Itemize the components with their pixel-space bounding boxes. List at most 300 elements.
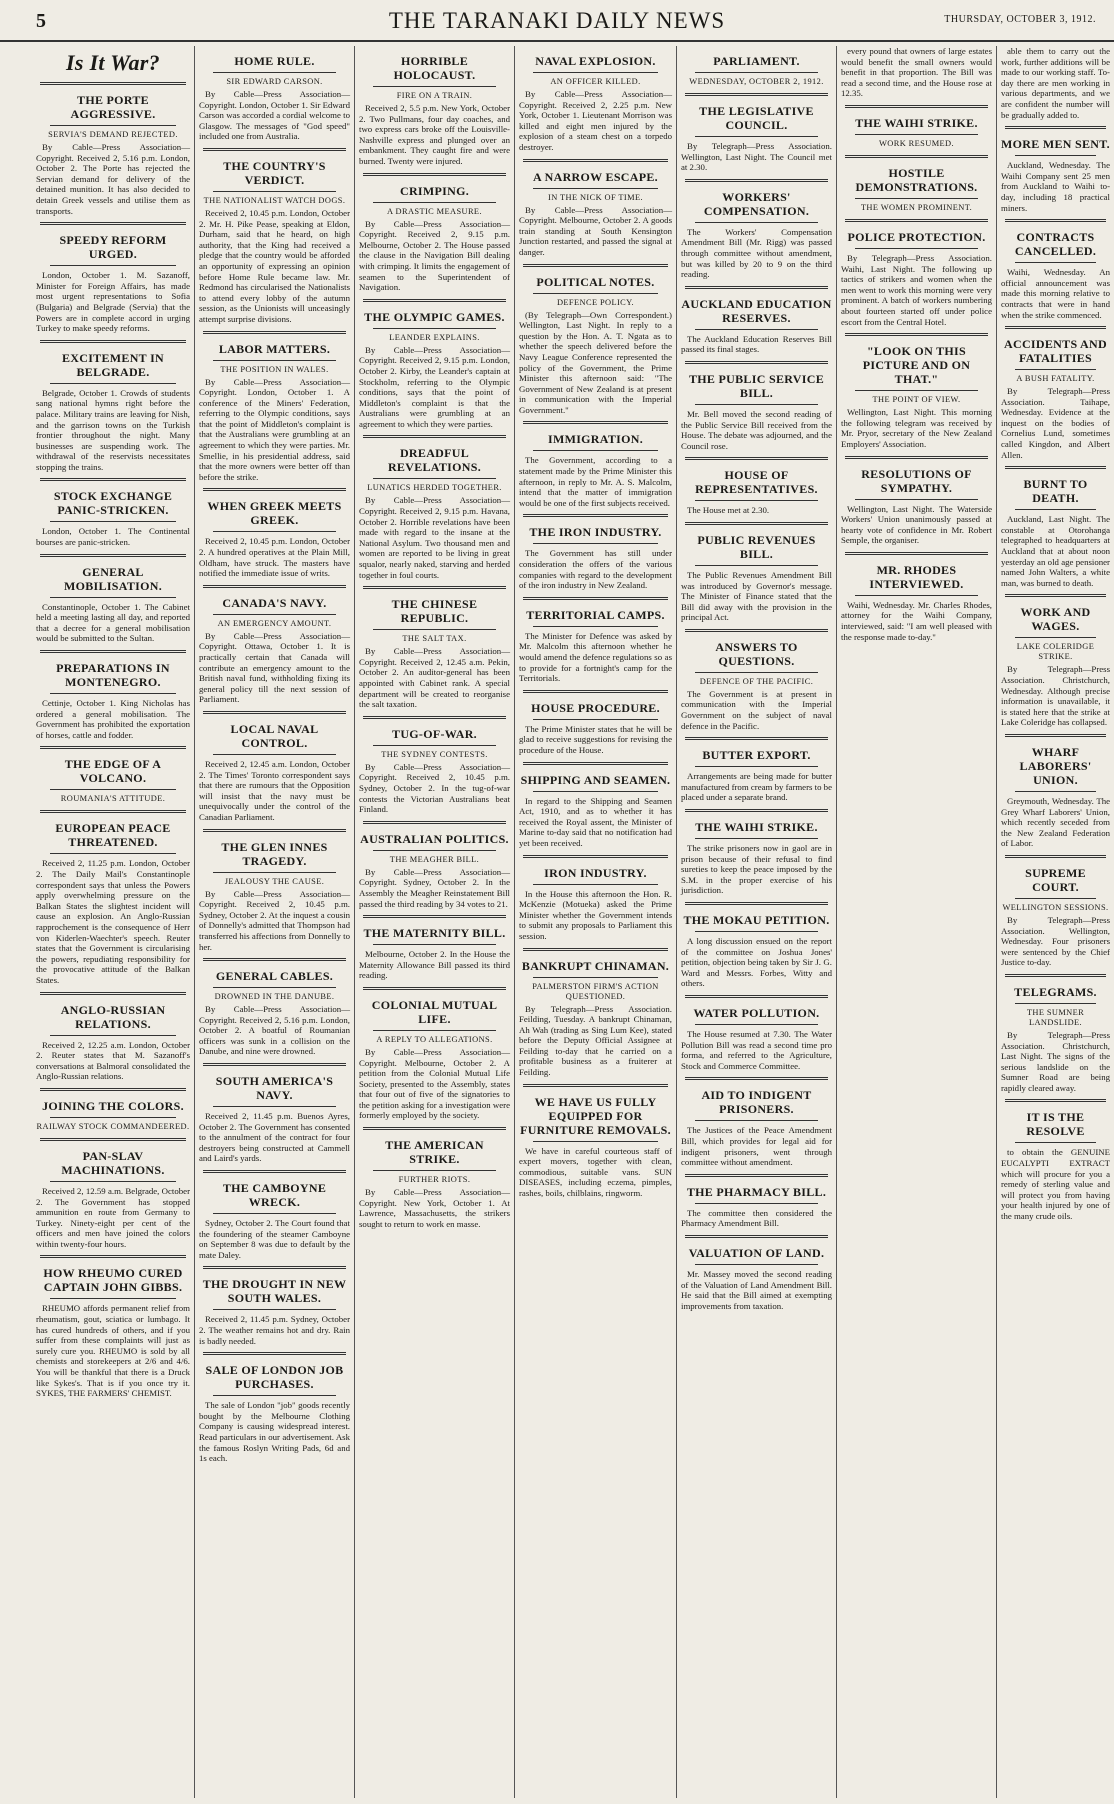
article-body: Received 2, 10.45 p.m. London, October 2. Mr. H. Pike Pease, speaking at Eldon, Durham, said that he heard, on high authority, that the King had received a pledge that the country would be afforded an opportunity of expressing an opinion before Home Rule became law. Mr. Redmond has circularised the Nationalists to attend every lobby of the autumn session, as the Unionists will unceasingly attempt surprise divisions.	[199, 207, 350, 324]
article-body: Sydney, October 2. The Court found that the foundering of the steamer Camboyne on September 8 was due to default by the mate Daley.	[199, 1218, 350, 1260]
column-2	[194, 46, 354, 1798]
article-body: Auckland, Last Night. The constable at Otorohanga telegraphed to headquarters at Auckland that at about noon yesterday an old age pensioner named John Walters, a white man, was burned to death.	[1001, 514, 1110, 588]
headline-rule	[50, 265, 176, 266]
article-body: By Telegraph—Press Association. Waihi, Last Night. The following up tactics of strikers and women when the men went to work this morning were very prominent. A batch of workers numbering about fourteen started off under police escort from the Central Hotel.	[841, 252, 992, 327]
article-divider	[203, 958, 346, 961]
article-body: Waihi, Wednesday. Mr. Charles Rhodes, attorney for the Waihi Company, interviewed, said: "I am well pleased with the response made to-day."	[841, 599, 992, 642]
article-subheading: THE POSITION IN WALES.	[220, 364, 329, 374]
headline-rule	[533, 884, 658, 885]
article-divider	[203, 1170, 346, 1173]
article-body: Wellington, Last Night. The Waterside Workers' Union unanimously passed at hearty vote of confidence in Mr. Robert Semple, the organiser.	[841, 503, 992, 546]
article-divider	[685, 809, 828, 812]
article	[681, 104, 832, 173]
article-body: Arrangements are being made for butter manufactured from cream by farmers to be placed under a separate brand.	[681, 771, 832, 803]
article	[841, 46, 992, 99]
article-body: Waihi, Wednesday. An official announcement was made this morning relative to contracts that were in hand when the strike commenced.	[1001, 267, 1110, 320]
article-divider	[685, 457, 828, 460]
article-headline: LOCAL NAVAL CONTROL.	[230, 721, 319, 750]
article-headline: BUTTER EXPORT.	[702, 748, 811, 763]
article-divider	[203, 488, 346, 491]
headline-rule	[50, 1181, 176, 1182]
headline-rule	[373, 1170, 496, 1171]
article-body: Mr. Bell moved the second reading of the Public Service Bill received from the House. The debate was adjourned, and the Council rose.	[681, 408, 832, 451]
article	[359, 54, 510, 167]
article-subheading: THE POINT OF VIEW.	[872, 395, 961, 405]
article	[519, 432, 672, 508]
article-subheading: AN OFFICER KILLED.	[550, 77, 641, 86]
article-headline: GENERAL MOBILISATION.	[63, 564, 163, 593]
article	[199, 54, 350, 142]
article-headline: THE AMERICAN STRIKE.	[385, 1138, 484, 1167]
article-headline: ACCIDENTS AND FATALITIES	[1004, 337, 1107, 366]
article	[36, 757, 190, 804]
article-divider	[1005, 126, 1106, 129]
article-headline: THE CAMBOYNE WRECK.	[222, 1181, 327, 1210]
article-divider	[363, 1127, 506, 1130]
article	[36, 351, 190, 473]
article-headline: THE WAIHI STRIKE.	[855, 115, 978, 130]
article-body: The House resumed at 7.30. The Water Pollution Bill was read a second time pro forma, and referred to the Agriculture, Stock and Commerce Committee.	[681, 1028, 832, 1071]
article-body: The Government has still under consideration the offers of the various companies with regard to the development of the iron industry in New Zealand.	[519, 548, 672, 591]
article	[1001, 866, 1110, 968]
article	[519, 1095, 672, 1199]
column-1	[32, 46, 194, 1798]
headline-rule	[1015, 637, 1096, 638]
article-body: By Cable—Press Association—Copyright. London, October 1. A conference of the Miners' Federation, referring to the Olympic conditions, says that the point of Middleton's complaint is that the Australians were grumbling at an agreement to which they were parties. Mr. Smellie, in his presidential address, said that the more owners were better off than before the strike.	[199, 376, 350, 482]
article-subheading: JEALOUSY THE CAUSE.	[224, 876, 325, 886]
article-subheading: LUNATICS HERDED TOGETHER.	[367, 483, 502, 493]
article-body: By Cable—Press Association—Copyright. Received 2, 10.45 p.m. Sydney, October 2. In the tug-of-war contests the Victorian Australians beat Finland.	[359, 761, 510, 815]
headline-rule	[213, 1395, 336, 1396]
article	[359, 998, 510, 1121]
article-divider	[523, 690, 668, 693]
article-headline: ANGLO-RUSSIAN RELATIONS.	[60, 1002, 166, 1031]
article-subheading: SERVIA'S DEMAND REJECTED.	[48, 130, 178, 139]
article-divider	[523, 264, 668, 267]
article-body: By Cable—Press Association—Copyright. Melbourne, October 2. A goods train standing at South Kensington Junction restarted, and passed the signal at danger.	[519, 204, 672, 257]
article	[199, 840, 350, 953]
article-divider	[685, 286, 828, 289]
article	[681, 468, 832, 516]
article	[681, 820, 832, 896]
article-divider	[363, 173, 506, 176]
article-divider	[40, 650, 186, 653]
article-headline: WATER POLLUTION.	[693, 1005, 820, 1020]
column-7	[996, 46, 1114, 1798]
headline-rule	[373, 745, 496, 746]
article-subheading: RAILWAY STOCK COMMANDEERED.	[36, 1121, 190, 1131]
article-body: London, October 1. M. Sazanoff, Minister for Foreign Affairs, has made most urgent representations to Sofia (Bulgaria) and Belgrade (Servia) that the Powers are in complete accord in urging Turkey to make speedy reforms.	[36, 270, 190, 334]
article-body: Constantinople, October 1. The Cabinet held a meeting lasting all day, and reported that a decree for a general mobilisation would be submitted to the Sultan.	[36, 601, 190, 644]
headline-rule	[533, 543, 658, 544]
article-divider	[845, 105, 988, 108]
article-body: Received 2, 10.45 p.m. London, October 2. A hundred operatives at the Plain Mill, Oldham, have struck. The masters have notified the immediate issue of writs.	[199, 536, 350, 579]
article-subheading: DROWNED IN THE DANUBE.	[214, 992, 335, 1002]
headline-rule	[533, 1141, 658, 1142]
article-divider	[523, 597, 668, 600]
article-divider	[685, 629, 828, 632]
article-divider	[685, 737, 828, 740]
article-divider	[40, 992, 186, 995]
article-divider	[685, 179, 828, 182]
article-body: By Cable—Press Association—Copyright. Received 2, 5.16 p.m. London, October 2. The Porte has rejected the Servian demand for delivery of the detained munition. It has also decided to detain Greek vessels and utilise them as transports.	[36, 142, 190, 216]
article	[841, 166, 992, 213]
headline-rule	[213, 1106, 336, 1107]
article-body: (By Telegraph—Own Correspondent.) Wellington, Last Night. In reply to a question by the Hon. A. T. Ngata as to whether the speech delivered before the Navy League Conference represented the policy of the Government, the Prime Minister this afternoon said: "The Government of New Zealand is at present in communication with the Imperial Government."	[519, 309, 672, 415]
article-subheading: THE NATIONALIST WATCH DOGS.	[203, 195, 346, 205]
article-body: By Telegraph—Press Association. Feilding, Tuesday. A bankrupt Chinaman, Ah Wah (trading as Sing Lum Kee), stated before the Deputy Official Assignee at Feilding to-day that he carried on a profitable business as a fruiterer at Feilding.	[519, 1003, 672, 1078]
headline-rule	[695, 136, 818, 137]
headline-rule	[373, 86, 496, 87]
article	[1001, 46, 1110, 120]
article-headline: WE HAVE US FULLY EQUIPPED FOR FURNITURE REMOVALS.	[520, 1094, 671, 1137]
article-divider	[203, 1063, 346, 1066]
article-headline: VALUATION OF LAND.	[688, 1245, 825, 1260]
article-divider	[40, 340, 186, 343]
article-body: Wellington, Last Night. This morning the following telegram was received by Mr. Pryor, secretary of the New Zealand Employers' Association.	[841, 407, 992, 449]
article	[1001, 745, 1110, 849]
article-body: By Cable—Press Association—Copyright. Received 2, 5.16 p.m. London, October 2. A boatful of Roumanian officers was sunk in a collision on the Danube, and nine were drowned.	[199, 1004, 350, 1057]
article-divider	[523, 514, 668, 517]
headline-rule	[50, 1117, 176, 1118]
article-body: By Cable—Press Association—Copyright. Received 2, 12.45 a.m. Pekin, October 2. An auditor-general has been appointed with Cabinet rank. A special department will be created to reorganise the salt taxation.	[359, 646, 510, 710]
article-divider	[845, 456, 988, 459]
article-divider	[1005, 1099, 1106, 1102]
headline-rule	[695, 1264, 818, 1265]
article-body: By Cable—Press Association—Copyright. Ottawa, October 1. It is practically certain that Canada will contribute an emergency amount to the British naval fund, withholding fixing its general policy till the next session of Parliament.	[199, 630, 350, 705]
article-headline: COLONIAL MUTUAL LIFE.	[371, 997, 498, 1026]
article-body: The Justices of the Peace Amendment Bill, which provides for legal aid for indigent prisoners, went through committee without amendment.	[681, 1125, 832, 1168]
article-headline: WORK AND WAGES.	[1020, 605, 1091, 634]
article-divider	[523, 948, 668, 951]
headline-rule	[533, 450, 658, 451]
article-divider	[363, 299, 506, 302]
article-divider	[363, 915, 506, 918]
article-headline: PAN-SLAV MACHINATIONS.	[61, 1148, 165, 1177]
article-headline: "LOOK ON THIS PICTURE AND ON THAT."	[862, 344, 971, 387]
article-subheading: DEFENCE OF THE PACIFIC.	[699, 676, 814, 686]
article	[681, 1088, 832, 1167]
article	[1001, 1110, 1110, 1221]
article-body: Received 2, 12.45 a.m. London, October 2. The Times' Toronto correspondent says that there are rumours that the Opposition will insist that the navy must be unequivocally under the control of the Canadian Parliament.	[199, 758, 350, 822]
article-divider	[40, 222, 186, 225]
article-body: The Government is at present in communication with the Imperial Government on the subject of naval defence in the Pacific.	[681, 688, 832, 731]
masthead	[0, 0, 1114, 42]
headline-rule	[695, 500, 818, 501]
article-headline: SOUTH AMERICA'S NAVY.	[215, 1074, 334, 1103]
article	[36, 661, 190, 740]
article	[519, 275, 672, 416]
column-6	[836, 46, 996, 1798]
headline-rule	[213, 614, 336, 615]
article	[36, 821, 190, 985]
article-body: Melbourne, October 2. In the House the Maternity Allowance Bill passed its third reading.	[359, 949, 510, 981]
article	[841, 230, 992, 327]
article	[841, 467, 992, 546]
article-body: By Cable—Press Association—Copyright. Received 2, 9.15 p.m. London, October 2. Kirby, the Leander's captain at Stockholm, referring to the Olympic conditions, says that the point of Middleton's complaint is that the Australians were grumbling at an agreement to which they were parties.	[359, 344, 510, 429]
article-body: to obtain the GENUINE EUCALYPTI EXTRACT which will procure for you a remedy of sterling value and will protect you from having your health injured by one of the many crude oils.	[1001, 1147, 1110, 1222]
article	[519, 701, 672, 756]
article-divider	[40, 1255, 186, 1258]
article-body: By Telegraph—Press Association. Christchurch, Last Night. The signs of the serious landslide on the Sumner Road are being rapidly cleared away.	[1001, 1029, 1110, 1093]
article-headline: AID TO INDIGENT PRISONERS.	[701, 1088, 812, 1117]
headline-rule	[533, 293, 658, 294]
article-divider	[523, 1084, 668, 1087]
article-body: By Cable—Press Association—Copyright. Melbourne, October 2. A petition from the Colonial Mutual Life Society, presented to the Assembly, states that four out of five of the signatories to the petition asking for a investigation were formerly employed by the society.	[359, 1046, 510, 1121]
article-headline: PUBLIC REVENUES BILL.	[697, 532, 816, 561]
headline-rule	[373, 202, 496, 203]
article-body: Greymouth, Wednesday. The Grey Wharf Laborers' Union, which recently seceded from the New Zealand Federation of Labor.	[1001, 795, 1110, 849]
article-body: Received 2, 5.5 p.m. New York, October 2. Two Pullmans, four day coaches, and two express cars broke off the Louisville-Nashville express and plunged over an embankment. They caught fire and were burned. Twenty were injured.	[359, 103, 510, 166]
article-headline: THE PUBLIC SERVICE BILL.	[688, 371, 824, 400]
article-body: By Cable—Press Association—Copyright. Received 2, 2.25 p.m. New York, October 1. Lieutenant Morrison was killed and eight men injured by the explosion of a steam chest on a torpedo destroyer.	[519, 89, 672, 152]
article-headline: WHARF LABORERS' UNION.	[1019, 744, 1092, 787]
article-headline: IT IS THE RESOLVE	[1026, 1110, 1085, 1139]
headline-rule	[855, 595, 978, 596]
article-body: Received 2, 11.25 p.m. London, October 2. The Daily Mail's Constantinople correspondent says that unless the Powers apply overwhelming pressure on the Balkan States the slightest incident will cause an explosion. An Anglo-Russian rapprochement is the consequence of Herr von Kiderlen-Waechter's speech. Reuter states that the Government is circularising the powers, repudiating responsibility for the provocative attitude of the Balkan States.	[36, 858, 190, 985]
article-divider	[845, 219, 988, 222]
article-headline: SALE OF LONDON JOB PURCHASES.	[205, 1363, 344, 1392]
article-divider	[363, 435, 506, 438]
headline-rule	[50, 597, 176, 598]
headline-rule	[1015, 262, 1096, 263]
article-headline: TERRITORIAL CAMPS.	[526, 607, 665, 622]
article-subheading: DEFENCE POLICY.	[556, 297, 635, 307]
divider	[40, 82, 186, 85]
article	[681, 748, 832, 803]
article-divider	[523, 421, 668, 424]
headline-rule	[373, 328, 496, 329]
headline-rule	[855, 248, 978, 249]
article	[519, 959, 672, 1078]
article-headline: LABOR MATTERS.	[218, 341, 331, 356]
headline-rule	[373, 478, 496, 479]
article-body: Received 2, 11.45 p.m. Sydney, October 2. The weather remains hot and dry. Rain is badly needed.	[199, 1314, 350, 1346]
article-subheading: THE SYDNEY CONTESTS.	[381, 749, 488, 759]
article-body: By Telegraph—Press Association. Wellington, Last Night. The Council met at 2.30.	[681, 141, 832, 173]
headline-rule	[373, 1030, 496, 1031]
article-headline: THE WAIHI STRIKE.	[695, 820, 818, 835]
headline-rule	[533, 626, 658, 627]
article-body: Received 2, 12.25 a.m. London, October 2. Reuter states that M. Sazanoff's conversations at Balmoral consolidated the Anglo-Russian relations.	[36, 1039, 190, 1082]
article-subheading: AN EMERGENCY AMOUNT.	[217, 618, 332, 628]
article-body: The Minister for Defence was asked by Mr. Malcolm this afternoon whether he would amend the defence regulations so as to provide for a fortnight's camp for the Territorials.	[519, 630, 672, 684]
article-headline: MORE MEN SENT.	[1001, 137, 1110, 152]
article-headline: HORRIBLE HOLOCAUST.	[393, 54, 476, 82]
article-headline: POLITICAL NOTES.	[536, 274, 655, 289]
article-headline: HOSTILE DEMONSTRATIONS.	[855, 165, 978, 194]
article-divider	[203, 711, 346, 714]
article	[519, 608, 672, 684]
article-body: Received 2, 12.59 a.m. Belgrade, October 2. The Government has stopped ammunition en route from Germany to Turkey. Ninety-eight per cent of the officers and men have joined the colors within twenty-four hours.	[36, 1185, 190, 1249]
article-subheading: THE WOMEN PROMINENT.	[860, 202, 973, 212]
article-headline: POLICE PROTECTION.	[847, 229, 986, 244]
article-headline: THE MOKAU PETITION.	[683, 913, 830, 927]
article	[359, 310, 510, 430]
article-headline: STOCK EXCHANGE PANIC-STRICKEN.	[53, 489, 173, 518]
article-divider	[685, 522, 828, 525]
article-headline: TELEGRAMS.	[1014, 984, 1097, 999]
article-headline: HOW RHEUMO CURED CAPTAIN JOHN GIBBS.	[43, 1266, 183, 1295]
article-headline: BANKRUPT CHINAMAN.	[521, 958, 670, 973]
article-subheading: THE MEAGHER BILL.	[389, 854, 480, 864]
article-headline: IRON INDUSTRY.	[544, 865, 647, 880]
headline-rule	[1015, 1142, 1096, 1143]
article	[681, 533, 832, 623]
headline-rule	[695, 404, 818, 405]
article-body: By Cable—Press Association—Copyright. Received 2, 9.15 p.m. Havana, October 2. Horrible revelations have been made with regard to the insane at the National Asylum. Two thousand men and women are reported to be living in great squalor, nearly naked, starving and herded together in foul courts.	[359, 495, 510, 580]
article-divider	[363, 987, 506, 990]
headline-rule	[213, 1213, 336, 1214]
article-body: The sale of London "job" goods recently bought by the Melbourne Clothing Company is causing widespread interest. Read particulars in our advertisement. Ask the famous Roslyn Writing Pads, 6d and 1s each.	[199, 1400, 350, 1464]
article-headline: HOME RULE.	[234, 54, 315, 68]
article-body: By Cable—Press Association—Copyright. New York, October 1. At Lawrence, Massachusetts, the strikers sought to return to work en masse.	[359, 1187, 510, 1229]
headline-rule	[50, 789, 176, 790]
article-body: able them to carry out the work, further additions will be made to our working staff. To-day there are men working in various departments, and we are confident the number will be gradually added to.	[1001, 46, 1110, 120]
article	[681, 1006, 832, 1071]
article-divider	[845, 155, 988, 158]
headline-rule	[695, 766, 818, 767]
article-headline: ANSWERS TO QUESTIONS.	[715, 639, 798, 668]
headline-rule	[50, 521, 176, 522]
article-divider	[523, 159, 668, 162]
headline-rule	[213, 191, 336, 192]
article-body: RHEUMO affords permanent relief from rheumatism, gout, sciatica or lumbago. It has cured hundreds of others, and if you suffer from these complaints will just as surely cure you. RHEUMO is sold by all chemists and storekeepers at 2/6 and 4/6. You will be thankful that there is a Druck like Sykes's. That is if you once try it. SYKES, THE FARMERS' CHEMIST.	[36, 1303, 190, 1399]
article-body: London, October 1. The Continental bourses are panic-stricken.	[36, 526, 190, 548]
article-subheading: IN THE NICK OF TIME.	[548, 192, 643, 202]
article-divider	[685, 1077, 828, 1080]
article-body: The Government, according to a statement made by the Prime Minister this afternoon, in reply to Mr. A. S. Malcolm, intend that the matter of immigration would be one of the first subjects received.	[519, 455, 672, 508]
article-divider	[1005, 466, 1106, 469]
article-divider	[1005, 219, 1106, 222]
article-divider	[363, 716, 506, 719]
headline-rule	[695, 1120, 818, 1121]
article-divider	[1005, 594, 1106, 597]
headline-rule	[855, 499, 978, 500]
article	[841, 116, 992, 149]
headline-rule	[1015, 791, 1096, 792]
article	[1001, 605, 1110, 728]
article-headline: HOUSE OF REPRESENTATIVES.	[695, 468, 818, 497]
article	[36, 1149, 190, 1250]
article-headline: CONTRACTS CANCELLED.	[1014, 230, 1097, 259]
article-headline: RESOLUTIONS OF SYMPATHY.	[861, 466, 972, 495]
article	[359, 832, 510, 909]
article-subheading: A BUSH FATALITY.	[1016, 374, 1095, 384]
article-headline: HOUSE PROCEDURE.	[531, 700, 660, 715]
article	[199, 159, 350, 325]
article-body: Cettinje, October 1. King Nicholas has ordered a general mobilisation. The Government has prohibited the exportation of horses, cattle and fodder.	[36, 698, 190, 740]
article-headline: THE DROUGHT IN NEW SOUTH WALES.	[202, 1277, 347, 1306]
article	[681, 640, 832, 731]
page-number: 5	[36, 10, 46, 32]
article-divider	[40, 1088, 186, 1091]
article-subheading: LAKE COLERIDGE STRIKE.	[1016, 642, 1095, 662]
article-subheading: WELLINGTON SESSIONS.	[1002, 902, 1109, 912]
column-5	[676, 46, 836, 1798]
newspaper-title: THE TARANAKI DAILY NEWS	[388, 8, 726, 33]
article-subheading: A REPLY TO ALLEGATIONS.	[376, 1034, 493, 1044]
article	[36, 1003, 190, 1082]
headline-rule	[373, 850, 496, 851]
article-divider	[40, 478, 186, 481]
headline-rule	[695, 672, 818, 673]
article-headline: THE IRON INDUSTRY.	[529, 525, 662, 540]
article	[519, 525, 672, 590]
article	[199, 596, 350, 705]
article	[359, 727, 510, 815]
article	[199, 969, 350, 1057]
article-divider	[1005, 734, 1106, 737]
article-body: By Cable—Press Association—Copyright. Sydney, October 2. In the Assembly the Meagher Reinstatement Bill passed the third reading by 34 votes to 21.	[359, 866, 510, 909]
article	[1001, 230, 1110, 320]
issue-date: THURSDAY, OCTOBER 3, 1912.	[944, 14, 1096, 25]
article	[199, 1181, 350, 1260]
article-divider	[1005, 326, 1106, 329]
article-headline: A NARROW ESCAPE.	[533, 169, 658, 184]
article-divider	[40, 746, 186, 749]
article-divider	[685, 995, 828, 998]
article-headline: THE LEGISLATIVE COUNCIL.	[699, 104, 814, 132]
article-body: The committee then considered the Pharmacy Amendment Bill.	[681, 1207, 832, 1229]
article-body: Received 2, 11.45 p.m. Buenos Ayres, October 2. The Government has consented to the annulment of the contract for four destroyers being constructed at Cammell and Laird's yards.	[199, 1111, 350, 1164]
headline-rule	[695, 1024, 818, 1025]
headline-rule	[213, 531, 336, 532]
article	[36, 489, 190, 547]
article-headline: THE CHINESE REPUBLIC.	[391, 597, 478, 626]
article-headline: PARLIAMENT.	[713, 54, 800, 68]
headline-rule	[213, 872, 336, 873]
article-divider	[40, 1138, 186, 1141]
article-divider	[845, 333, 988, 336]
article-divider	[203, 331, 346, 334]
article-divider	[203, 585, 346, 588]
headline-rule	[373, 944, 496, 945]
article-body: Mr. Massey moved the second reading of the Valuation of Land Amendment Bill. He said that the Bill aimed at exempting improvements from taxation.	[681, 1268, 832, 1311]
headline-rule	[213, 360, 336, 361]
article-divider	[685, 902, 828, 905]
headline-rule	[213, 72, 336, 73]
article	[1001, 477, 1110, 588]
article	[681, 54, 832, 87]
article	[1001, 137, 1110, 213]
article	[199, 342, 350, 483]
headline-rule	[50, 383, 176, 384]
headline-rule	[695, 1203, 818, 1204]
article-divider	[845, 552, 988, 555]
article	[519, 54, 672, 153]
article	[199, 1277, 350, 1346]
article-divider	[1005, 855, 1106, 858]
article-divider	[685, 93, 828, 96]
article-divider	[40, 554, 186, 557]
headline-rule	[695, 72, 818, 73]
article-subheading: FURTHER RIOTS.	[398, 1175, 471, 1185]
article-headline: EUROPEAN PEACE THREATENED.	[55, 821, 171, 850]
headline-rule	[855, 134, 978, 135]
article-headline: BURNT TO DEATH.	[1023, 477, 1088, 506]
article	[36, 233, 190, 334]
headline-rule	[213, 1309, 336, 1310]
article-body: The strike prisoners now in gaol are in prison because of their refusal to find sureties to keep the peace imposed by the S.M. in the proper exercise of his jurisdiction.	[681, 843, 832, 896]
headline-rule	[50, 1298, 176, 1299]
article-headline: THE PHARMACY BILL.	[686, 1184, 827, 1199]
article-divider	[40, 810, 186, 813]
headline-rule	[50, 853, 176, 854]
article-body: The House met at 2.30.	[687, 505, 770, 516]
article-divider	[203, 829, 346, 832]
article	[36, 1099, 190, 1132]
